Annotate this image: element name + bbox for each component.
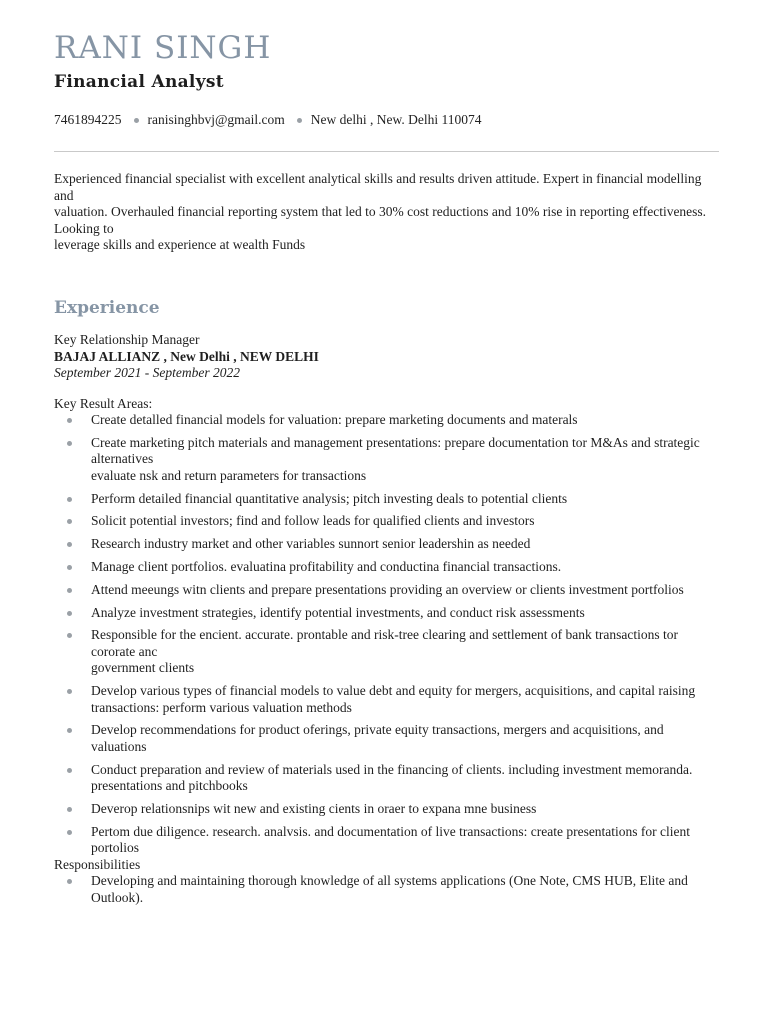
kra-item: Solicit potential investors; find and follow leads for qualified clients and investors	[54, 513, 719, 530]
kra-item: Perform detailed financial quantitative analysis; pitch investing deals to potential clients	[54, 491, 719, 508]
bullet-separator	[134, 118, 139, 123]
location: New delhi , New. Delhi 110074	[310, 112, 482, 127]
kra-item: Develop various types of financial models to value debt and equity for mergers, acquisitions, and capital raising transactions: perform various valuation methods	[54, 683, 719, 716]
kra-item: Create marketing pitch materials and management presentations: prepare documentation tor M&As and strategic alternatives evaluate nsk and return parameters for transactions	[54, 435, 719, 485]
professional-summary	[54, 171, 719, 254]
bullet-separator	[297, 118, 302, 123]
summary-line: leverage skills and experience at wealth Funds	[54, 237, 306, 252]
responsibility-item: Developing and maintaining thorough knowledge of all systems applications (One Note, CMS HUB, Elite and Outlook).	[54, 873, 719, 906]
summary-line: valuation. Overhauled financial reporting system that led to 30% cost reductions and 10% rise in reporting effectiveness.	[54, 204, 707, 219]
position-title: Key Relationship Manager	[54, 332, 200, 347]
summary-line: Looking to	[54, 220, 114, 236]
kra-item: Deverop relationsnips wit new and existing cients in oraer to expana mne business	[54, 801, 719, 818]
kra-item: Attend meeungs witn clients and prepare presentations providing an overview or clients investment portfolios	[54, 582, 719, 599]
contact-line	[54, 111, 482, 129]
responsibilities-label: Responsibilities	[54, 856, 141, 872]
email-address: ranisinghbvj@gmail.com	[147, 112, 285, 127]
experience-entry	[54, 332, 719, 906]
kra-label: Key Result Areas:	[54, 395, 153, 411]
responsibilities-list	[54, 873, 719, 906]
kra-item: Analyze investment strategies, identify potential investments, and conduct risk assessments	[54, 605, 719, 622]
kra-item: Create detalled financial models for valuation: prepare marketing documents and materals	[54, 412, 719, 429]
summary-line: Experienced financial specialist with excellent analytical skills and results driven attitude. Expert in financial modelling and	[54, 171, 702, 203]
kra-item: Manage client portfolios. evaluatina profitability and conductina financial transactions.	[54, 559, 719, 576]
kra-item: Pertom due diligence. research. analvsis. and documentation of live transactions: create presentations for client portolios	[54, 824, 719, 857]
section-title-experience: Experience	[54, 298, 160, 318]
company-name: BAJAJ ALLIANZ , New Delhi , NEW DELHI	[54, 348, 319, 364]
employment-dates: September 2021 - September 2022	[54, 365, 240, 380]
kra-item: Conduct preparation and review of materials used in the financing of clients. including investment memoranda. presentations and pitchbooks	[54, 762, 719, 795]
kra-item: Develop recommendations for product oferings, private equity transactions, mergers and acquisitions, and valuations	[54, 722, 719, 755]
job-title: Financial Analyst	[54, 72, 224, 92]
candidate-name: RANI SINGH	[54, 30, 272, 66]
header-divider	[54, 151, 719, 152]
kra-list	[54, 412, 719, 857]
kra-item: Research industry market and other variables sunnort senior leadershin as needed	[54, 536, 719, 553]
kra-item: Responsible for the encient. accurate. prontable and risk-tree clearing and settlement of bank transactions tor cororate anc government clients	[54, 627, 719, 677]
phone-number: 7461894225	[54, 112, 122, 127]
